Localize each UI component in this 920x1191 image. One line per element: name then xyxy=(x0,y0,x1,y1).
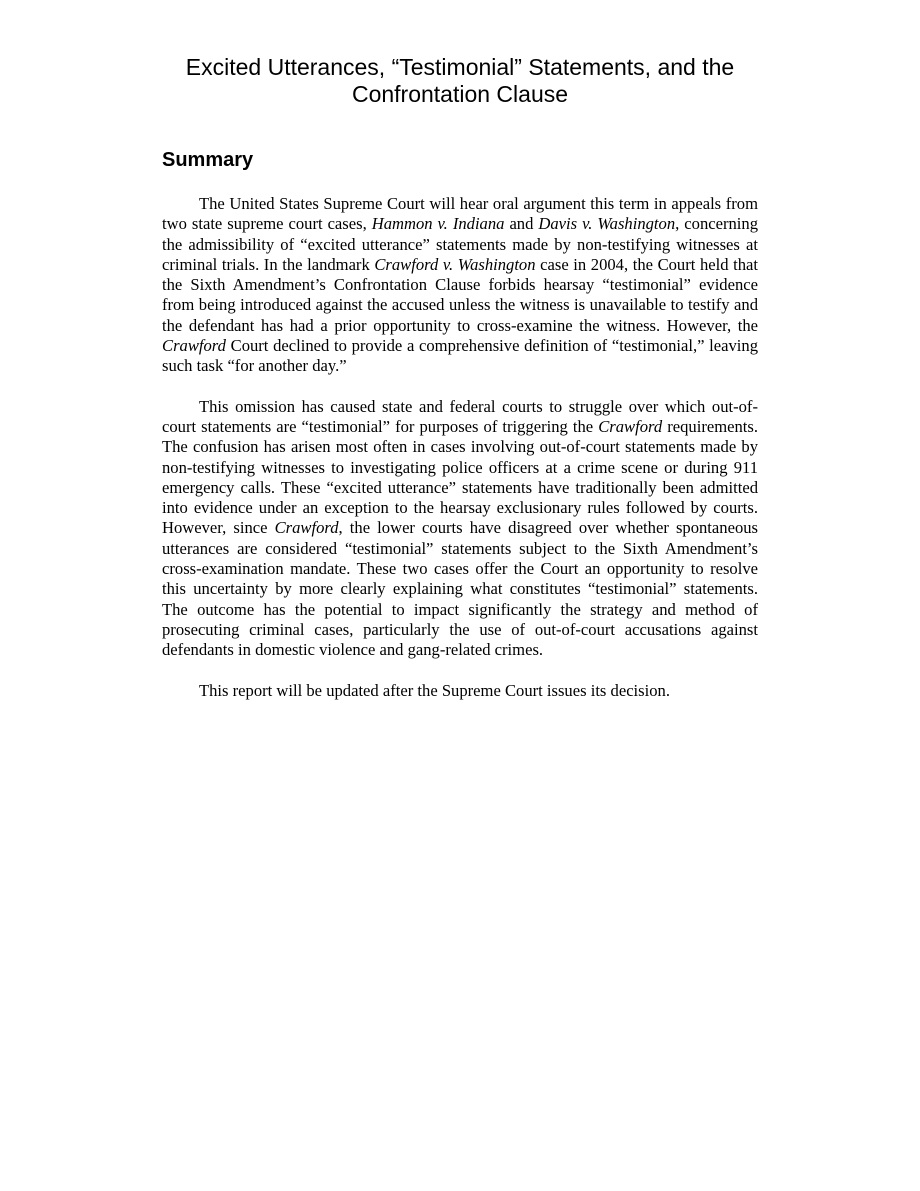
p1-case-crawford: Crawford v. Washington xyxy=(374,254,536,274)
summary-paragraph-2 xyxy=(162,397,758,661)
p2-crawford-ref-1: Crawford xyxy=(598,416,663,436)
title-line-2: Confrontation Clause xyxy=(351,81,569,107)
p1-text-3: , concerning the admissibility of “excited utterance” statements made by non-testifying witnesses at criminal trials. In the landmark xyxy=(162,214,758,274)
p2-text-1: This omission has caused state and federal courts to struggle over which out-of-court statements are “testimonial” for purposes of triggering the xyxy=(162,396,758,436)
p1-text-2: and xyxy=(504,214,539,234)
p2-crawford-ref-2: Crawford xyxy=(274,518,339,538)
document-page xyxy=(162,54,758,701)
p1-text-5: Court declined to provide a comprehensive definition of “testimonial,” leaving such task “for another day.” xyxy=(162,336,758,376)
title-line-1: Excited Utterances, “Testimonial” Statements, and the xyxy=(185,54,735,80)
p2-text-2: requirements. The confusion has arisen most often in cases involving out-of-court statements made by non-testifying witnesses to investigating police officers at a crime scene or during 911 emergency calls. These “excited utterance” statements have traditionally been admitted into evidence under an exception to the hearsay exclusionary rules followed by courts. However, since xyxy=(162,416,758,538)
summary-paragraph-3: This report will be updated after the Supreme Court issues its decision. xyxy=(199,680,670,700)
p1-case-davis: Davis v. Washington xyxy=(538,214,676,234)
p1-text-1: The United States Supreme Court will hear oral argument this term in appeals from two state supreme court cases, xyxy=(162,194,758,234)
section-heading-summary: Summary xyxy=(162,149,254,171)
p1-case-hammon: Hammon v. Indiana xyxy=(371,214,505,234)
p2-text-3: , the lower courts have disagreed over whether spontaneous utterances are considered “testimonial” statements subject to the Sixth Amendment’s cross-examination mandate. These two cases offer the Court an opportunity to resolve this uncertainty by more clearly explaining what constitutes “testimonial” statements. The outcome has the potential to impact significantly the strategy and method of prosecuting criminal cases, particularly the use of out-of-court accusations against defendants in domestic violence and gang-related crimes. xyxy=(162,518,758,660)
p1-crawford-ref: Crawford xyxy=(162,336,226,356)
summary-paragraph-1 xyxy=(162,194,758,377)
document-title xyxy=(162,54,758,108)
p1-text-4: case in 2004, the Court held that the Sixth Amendment’s Confrontation Clause forbids hearsay “testimonial” evidence from being introduced against the accused unless the witness is unavailable to testify and the defendant has had a prior opportunity to cross-examine the witness. However, the xyxy=(162,254,759,335)
